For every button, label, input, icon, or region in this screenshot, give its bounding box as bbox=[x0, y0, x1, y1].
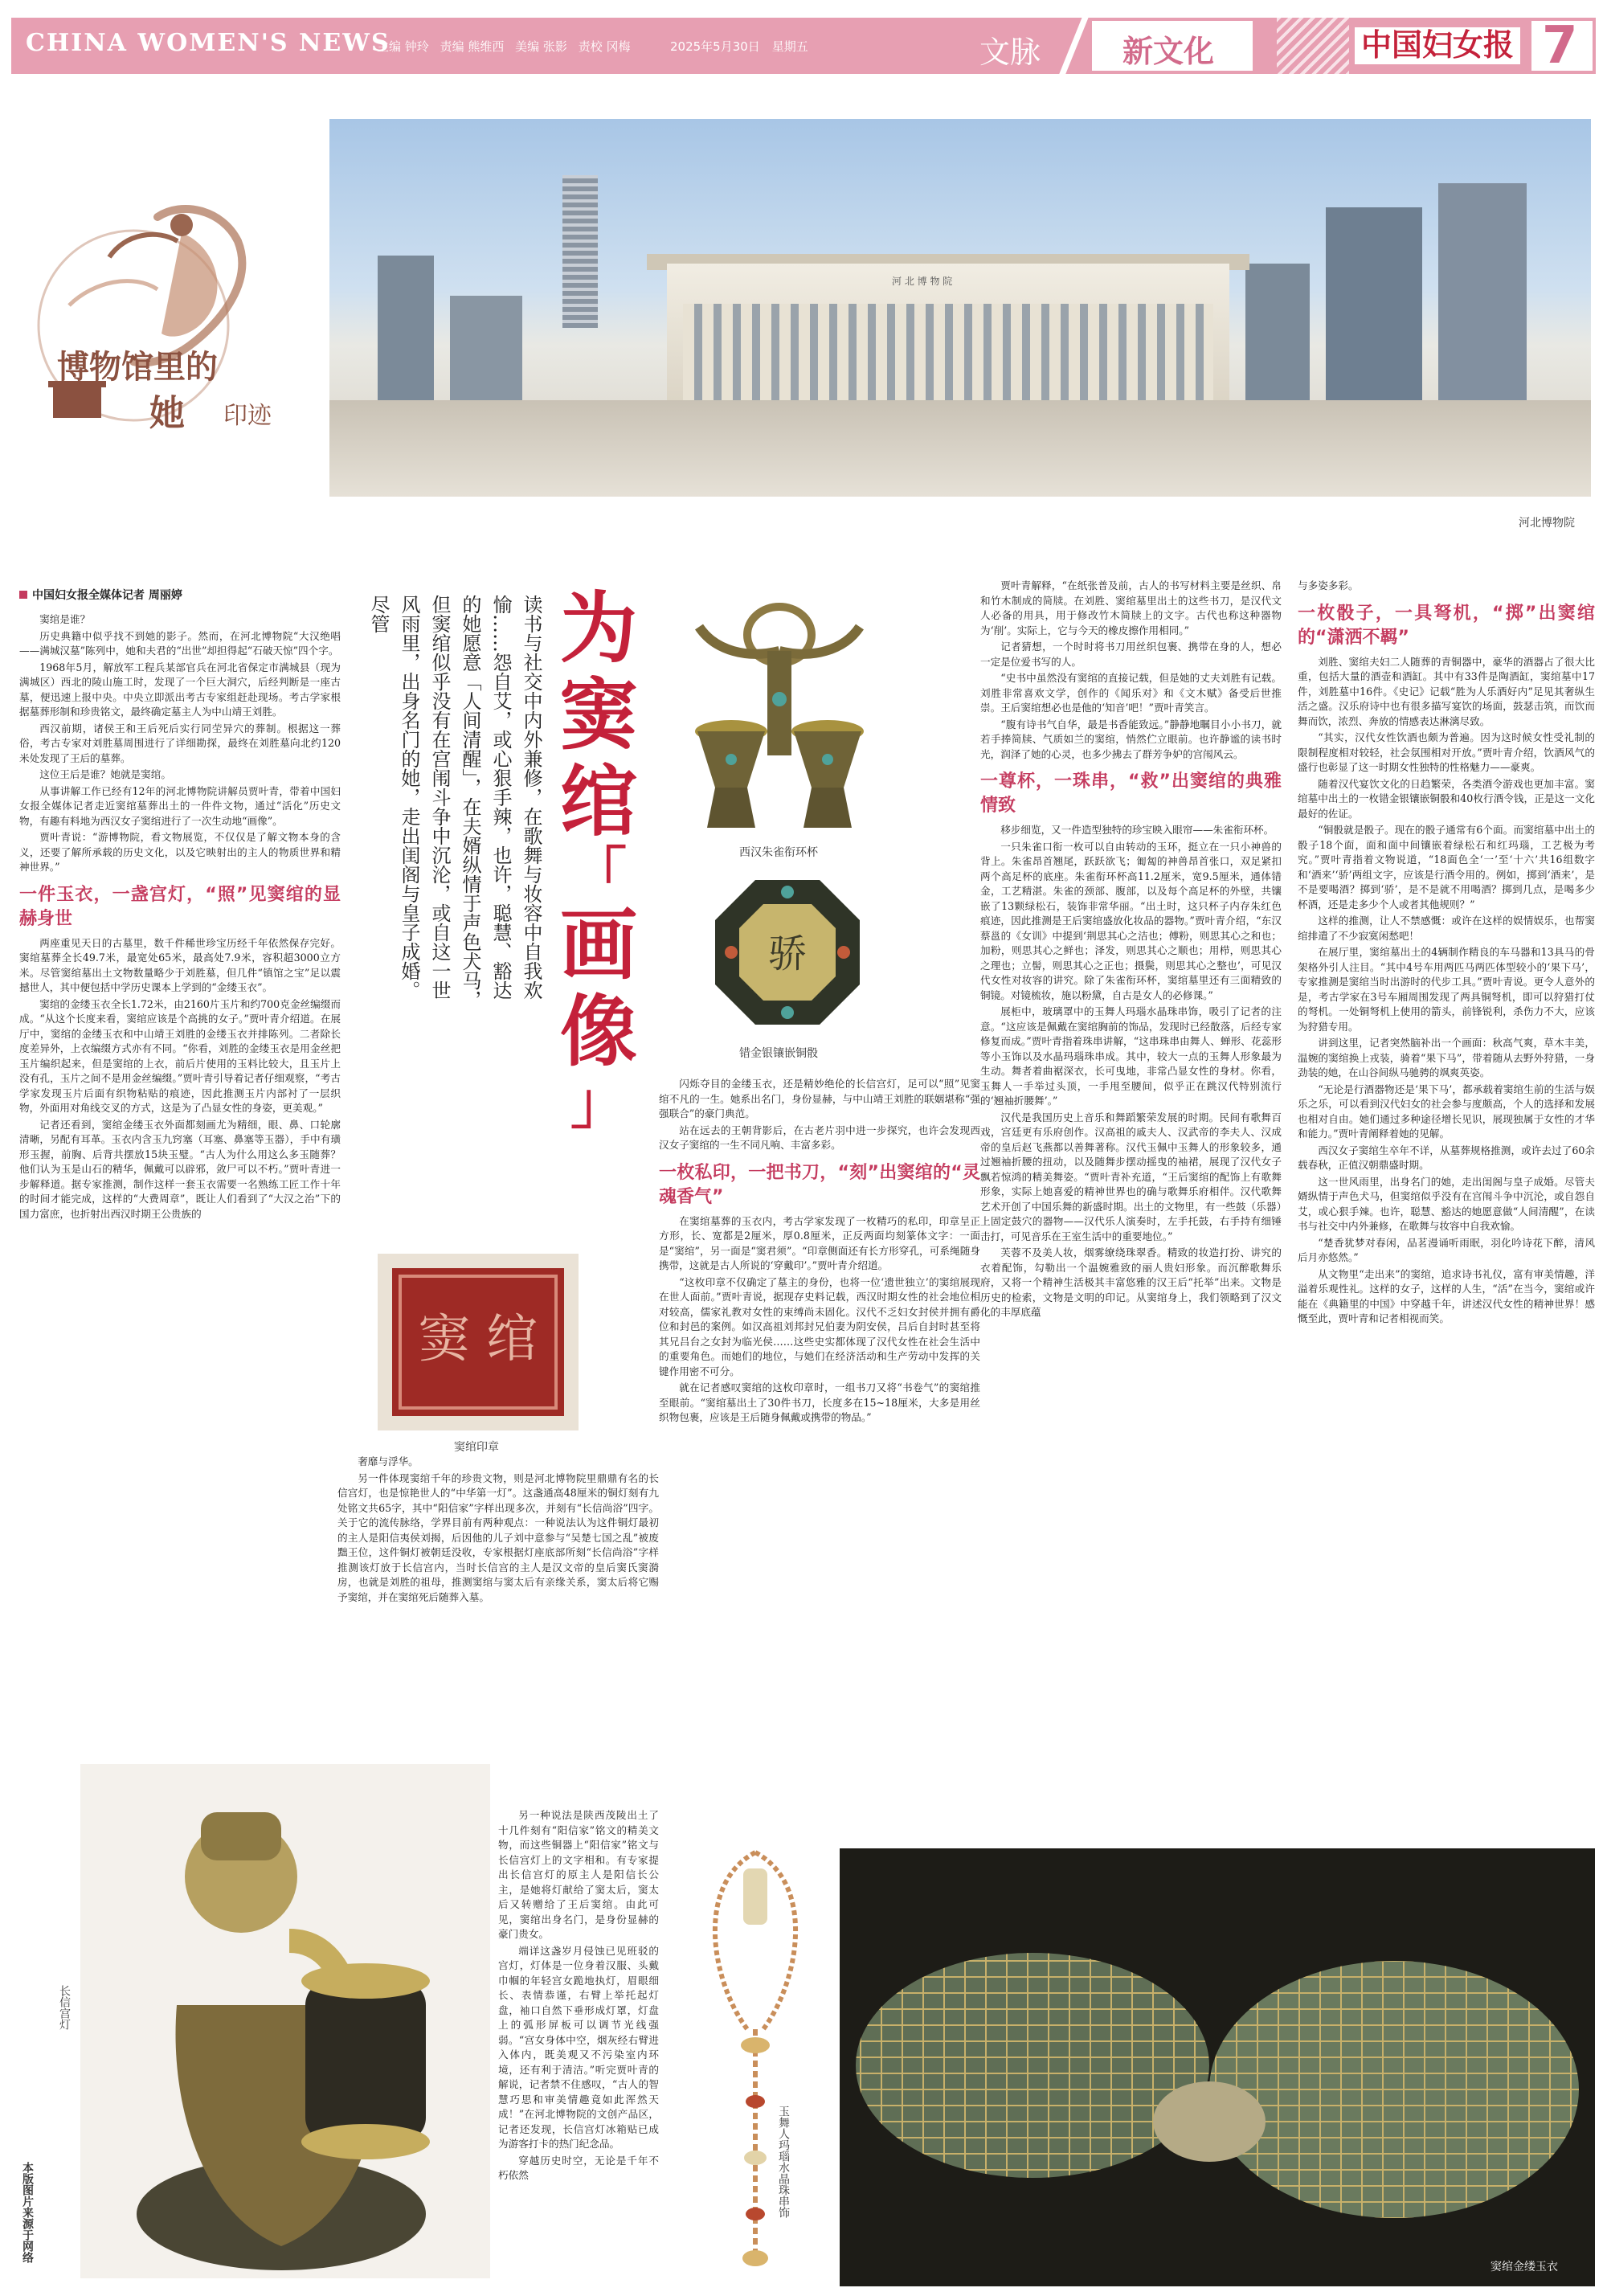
lamp-caption: 长信宫灯 bbox=[58, 1985, 71, 2030]
title-char: 「 bbox=[570, 840, 627, 907]
skyline-building bbox=[1245, 264, 1310, 400]
paragraph: 一只朱雀口衔一枚可以自由转动的玉环，挺立在一只小神兽的背上。朱雀昂首翘尾，跃跃欲飞；匍匐的神兽昂首张口，双足紧扣两个高足杯的底座。朱雀衔环杯高11.2厘米，宽9.5厘米，通体错金，工艺精湛。朱雀的颈部、腹部，以及每个高足杯的外壁，共镶嵌了13颗绿松石，装饰非常华丽。“出土时，这只杯子内存朱红色痕迹，因此推测是王后窦绾盛放化妆品的器物。”贾叶青介绍，“东汉蔡邕的《女训》中提到‘荆思其心之洁也；傅粉，则思其心之和也；加粉，则思其心之鲜也；泽发，则思其心之顺也；用栉，则思其心之理也；立髻，则思其心之正也；摄鬓，则思其心之整也’，可见汉代女性对妆容的讲究。除了朱雀衔环杯，窦绾墓里还有三面精致的铜镜。对镜梳妆，施以粉黛，自古是女人的必修课。” bbox=[980, 840, 1282, 1001]
header-stripes bbox=[1277, 18, 1349, 74]
seal-photo bbox=[378, 1254, 579, 1430]
paragraph: “腹有诗书气自华，最是书香能致远。”静静地瞩目小小书刀，就若手捧简牍、气质如兰的窦绾，悄然伫立眼前。也许静谧的读书时光，润泽了她的心灵，也多少拂去了群芳争妒的宫闱风云。 bbox=[980, 718, 1282, 760]
article-column-1 bbox=[19, 612, 341, 1838]
paragraph: 记者猜想，一个时时将书刀用丝织包裹、携带在身的人，想必一定是位爱书写的人。 bbox=[980, 641, 1282, 668]
paragraph: 闪烁夺目的金缕玉衣，还是精妙绝伦的长信宫灯，足可以“照”见窦绾不凡的一生。她系出名门，身份显赫，与中山靖王刘胜的联姻堪称“强强联合”的豪门典范。 bbox=[659, 1078, 980, 1119]
cup-caption: 西汉朱雀衔环杯 bbox=[739, 846, 818, 859]
article-column-6 bbox=[1298, 579, 1595, 1816]
necklace-caption: 玉舞人玛瑙水晶珠串饰 bbox=[777, 2106, 790, 2218]
editor-credit: 主编 钟玲 bbox=[377, 39, 429, 54]
seal-illustration bbox=[378, 1254, 579, 1430]
article-column-4 bbox=[659, 1077, 980, 1889]
paragraph: 这一世风雨里，出身名门的她，走出闺阁与皇子成婚。尽管夫婿纵情于声色犬马，但窦绾似乎没有在宫闱斗争中沉沦，或自怨自艾，或心狠手辣。也许，聪慧、豁达的她愿意做“人间清醒”，在读书与社交中内外兼修，在歌舞与妆容中自我欢愉。 bbox=[1298, 1175, 1595, 1232]
byline bbox=[19, 587, 182, 603]
lamp-photo bbox=[80, 1764, 490, 2278]
editors-line bbox=[377, 38, 637, 55]
paragraph: “铜骰就是骰子。现在的骰子通常有6个面。而窦绾墓中出土的骰子18个面，面和面中间镶嵌着绿松石和红玛瑙，工艺极为考究。”贾叶青指着文物说道，“18面色全‘一’至‘十六’共16组数字和‘酒来’‘骄’两组文字，应该是行酒令用的。例如，掷到‘酒来’，是不是要喝酒？掷到‘骄’，是不是就不用喝酒？掷到几点，是喝多少杯酒，还是走多少个人或者其他规则？” bbox=[1298, 824, 1595, 911]
column-logo bbox=[21, 185, 310, 450]
paragraph: 窦绾的金缕玉衣全长1.72米，由2160片玉片和约700克金丝编缀而成。“从这个长度来看，窦绾应该是个高挑的女子。”贾叶青介绍道。在展厅中，窦绾的金缕玉衣和中山靖王刘胜的金缕玉衣并排陈列。二者除长度差异外，上衣编缀方式亦有不同。“你看，刘胜的金缕玉衣是用金丝把玉片编织起来，但是窦绾的上衣，前后片使用的玉料比较大，且玉片上没有孔，玉片之间不是用金丝编缀。”贾叶青引导着记者仔细观察，“考古学家发现玉片后面有织物粘贴的痕迹，因此推测玉片内部衬了一层织物，外面用对角线交叉的方式，这是为了凸显女性的身姿，更美观。” bbox=[19, 997, 341, 1114]
title-char: 窦 bbox=[560, 669, 637, 760]
paragraph: 随着汉代宴饮文化的日趋繁荣，各类酒令游戏也更加丰富。窦绾墓中出土的一枚错金银镶嵌铜骰和40枚行酒令钱，正是这一文化最好的佐证。 bbox=[1298, 777, 1595, 820]
jade-suit-illustration bbox=[840, 1848, 1595, 2286]
paragraph: “史书中虽然没有窦绾的直接记载，但是她的丈夫刘胜有记载。刘胜非常喜欢文学，创作的《闻乐对》和《文木赋》备受后世推崇。王后窦绾想必也是他的‘知音’吧！”贾叶青笑言。 bbox=[980, 672, 1282, 714]
museum-colonnade bbox=[683, 304, 1213, 400]
paragraph: 窦绾是谁？ bbox=[39, 613, 91, 625]
article-column-3-top bbox=[337, 1455, 659, 1808]
paragraph: 这样的推测，让人不禁感慨：或许在这样的娱情娱乐，也帮窦绾排遣了不少寂寞闲愁吧！ bbox=[1298, 915, 1595, 942]
article-column-5 bbox=[980, 579, 1282, 1864]
museum-photo-caption: 河北博物院 bbox=[1519, 517, 1575, 530]
paragraph: 站在远去的王朝背影后，在古老片羽中进一步探究，也许会发现西汉女子窦绾的一生不同凡响、丰富多彩。 bbox=[659, 1123, 980, 1151]
issue-date: 2025年5月30日 星期五 bbox=[670, 39, 808, 54]
paragraph: 刘胜、窦绾夫妇二人随葬的青铜器中，豪华的酒器占了很大比重，包括大量的酒壶和酒缸。其中有33件是陶酒缸，窦绾墓中17件，刘胜墓中16件。《史记》记载“胜为人乐酒好内”足见其奢纵生活之盛。汉乐府诗中也有很多描写宴饮的场面，鼓瑟击筑，而饮而舞而饮，浓烈、奔放的情感表达淋漓尽致。 bbox=[1298, 655, 1595, 727]
paragraph: 在展厅里，窦绾墓出土的4辆制作精良的车马器和13具马的骨架格外引人注目。“其中4号车用两匹马两匹体型较小的‘果下马’，专家推测是窦绾当时出游时的代步工具。”贾叶青说。更令人意外的是，考古学家在3号车厢周围发现了两具铜弩机，即可以狩猎打仗的弩机。一处铜弩机上使用的箭头，前锋锐利，杀伤力不大，应该为狩猎专用。 bbox=[1298, 946, 1595, 1033]
paragraph: 讲到这里，记者突然脑补出一个画面：秋高气爽，草木丰美，温婉的窦绾换上戎装，骑着“果下马”，带着随从去野外狩猎，一身劲装的她，在山谷间纵马驰骋的飒爽英姿。 bbox=[1298, 1037, 1595, 1078]
die-illustration bbox=[707, 872, 868, 1033]
paragraph: 汉代是我国历史上音乐和舞蹈繁荣发展的时期。民间有歌舞百戏，宫廷更有乐府创作。汉高祖的戚夫人、汉武帝的李夫人、汉成帝的皇后赵飞燕都以善舞著称。汉代玉佩中玉舞人的形象较多，通过翘袖折腰的扭动，以及随舞步摆动摇曳的袖裙，展现了汉代女子飘若惊鸿的精美舞姿。“贾叶青补充道，“王后窦绾的配饰上有歌舞形象，实际上她喜爱的精神世界也的确与歌舞乐府相伴。汉代歌舞艺术开创了中国乐舞的新盛时期。出土的文物里，有一些鼓（乐器）上固定鼓穴的器物——汉代乐人演奏时，左手托鼓，右手持有细锤击打，可见音乐在王室生活中的重要地位。” bbox=[980, 1111, 1282, 1242]
paragraph: 记者还看到，窦绾金缕玉衣外面都刻画尤为精细，眼、鼻、口轮廓清晰，另配有耳革。玉衣内含玉九窍塞（耳塞、鼻塞等玉器），手中有璜形玉握，前胸、后背共摆放15块玉璧。“古人为什么用这么多玉随葬？他们认为玉是山石的精华，佩戴可以辟邪，敛尸可以不朽。”贾叶青进一步解释道。据专家推测，制作这样一套玉衣需要一名熟练工匠工作十年的时间才能完成，这样的“大费周章”，既让人们看到了“大汉之治”下的国力富庶，也折射出西汉时期王公贵族的 bbox=[19, 1118, 341, 1220]
section-label-new-culture: 新文化 bbox=[1122, 33, 1215, 69]
die-caption: 错金银镶嵌铜骰 bbox=[739, 1047, 818, 1060]
skyline-building bbox=[378, 256, 434, 400]
tv-tower bbox=[562, 175, 598, 328]
cup-photo bbox=[667, 595, 892, 836]
skyline-building bbox=[450, 296, 522, 400]
vertical-intro: 读书与社交中内外兼修，在歌舞与妆容中自我欢愉……怨自艾，或心狠手辣，也许，聪慧、豁达的她愿意「人间清醒」，在夫婿纵情于声色犬马，但窦绾似乎没有在宫闱斗争中沉沦，或自这一世风雨里，出身名门的她，走出闺阁与皇子成婚。尽管 bbox=[367, 595, 542, 1009]
paragraph: 历史典籍中似乎找不到她的影子。然而，在河北博物院“大汉绝唱——满城汉墓”陈列中，她和夫君的“出世”却担得起“石破天惊”四个字。 bbox=[19, 629, 341, 657]
paragraph: 移步细览，又一件造型独特的珍宝映入眼帘——朱雀衔环杯。 bbox=[1000, 824, 1274, 836]
publication-name: CHINA WOMEN'S NEWS bbox=[26, 29, 391, 57]
editor-credit: 责编 熊维西 bbox=[440, 39, 505, 54]
paragraph: 1968年5月，解放军工程兵某部官兵在河北省保定市满城县（现为满城区）西北的陵山施工时，发现了一个巨大洞穴，后经判断是一座古墓，便迅速上报中央。中央立即派出考古专家组赶赴现场。考古学家根据墓葬形制和珍贵铭文，最终确定墓主人为中山靖王刘胜。 bbox=[19, 661, 341, 718]
article-title bbox=[550, 583, 647, 1136]
page-number: 7 bbox=[1542, 16, 1578, 76]
paragraph: 贾叶青说：“游博物院，看文物展览，不仅仅是了解文物本身的含义，还要了解所承载的历史文化，以及它映射出的主人的物质世界和精神世界。” bbox=[19, 831, 341, 873]
paragraph: 端详这盏岁月侵蚀已见班驳的宫灯，灯体是一位身着汉服、头戴巾帼的年轻宫女跪地执灯，眉眼细长、表情恭谨，右臂上举托起灯盘，袖口自然下垂形成灯罩，灯盘上的弧形屏板可以调节光线强弱。“宫女身体中空，烟灰经右臂进入体内，既美观又不污染室内环境，还有利于清洁。”听完贾叶青的解说，记者禁不住感叹，“古人的智慧巧思和审美情趣竟如此浑然天成！”在河北博物院的文创产品区，记者还发现，长信宫灯冰箱贴已成为游客打卡的热门纪念品。 bbox=[498, 1944, 659, 2150]
paragraph: 从文物里“走出来”的窦绾，追求诗书礼仪，富有审美情趣，洋溢着乐观性礼。这样的女子，这样的人生，“活”在当今，窦绾或许能在《典籍里的中国》中穿越千年，讲述汉代女性的精神世界！感慨至此，贾叶青和记者相视而笑。 bbox=[1298, 1267, 1595, 1324]
title-char: 为 bbox=[560, 583, 637, 673]
subhead-jade-lamp: 一件玉衣，一盏宫灯，“照”见窦绾的显赫身世 bbox=[19, 884, 341, 929]
byline-text: 中国妇女报全媒体记者 周丽婷 bbox=[32, 589, 182, 602]
die-glyph: 骄 bbox=[767, 931, 808, 976]
necklace-photo bbox=[679, 1836, 832, 2274]
title-char: 」 bbox=[570, 1070, 627, 1136]
paragraph: 西汉前期，诸侯王和王后死后实行同茔异穴的葬制。根据这一葬俗，考古专家对刘胜墓周围进行了详细勘探，最终在刘胜墓向北约120米处发现了王后的墓葬。 bbox=[19, 722, 341, 764]
column-logo-her: 她 bbox=[149, 393, 185, 434]
paragraph: 与多姿多彩。 bbox=[1298, 579, 1359, 591]
column-logo-trace: 印迹 bbox=[223, 402, 272, 430]
necklace-illustration bbox=[679, 1836, 832, 2274]
paragraph: 两座重见天日的古墓里，数千件稀世珍宝历经千年依然保存完好。窦绾墓葬全长49.7米，最宽处65米，最高处7.9米，容积超3000立方米。尽管窦绾墓出土文物数量略少于刘胜墓，但几件“镇馆之宝”足以震撼世人，其中便包括中学历史课本上学到的“金缕玉衣”。 bbox=[19, 936, 341, 993]
paragraph: “其实，汉代女性饮酒也颇为普遍。因为这时候女性受礼制的限制程度相对较轻，社会氛围相对开放。”贾叶青介绍，饮酒风气的盛行也彰显了这一时期女性独特的性格魅力——豪爽。 bbox=[1298, 731, 1595, 773]
museum-sign: 河 北 博 物 院 bbox=[892, 276, 953, 287]
paragraph: 奢靡与浮华。 bbox=[358, 1455, 419, 1467]
subhead-die-crossbow: 一枚骰子，一具弩机，“掷”出窦绾的“潇洒不羁” bbox=[1298, 603, 1595, 648]
paragraph: “楚香犹梦对春闲，品茗漫诵听雨眠，羽化吟诗花下醉，清风后月亦悠然。” bbox=[1298, 1236, 1595, 1263]
paragraph: 西汉女子窦绾生卒年不详，从墓葬规格推测，或许去过了60余载春秋，正值汉朝鼎盛时期。 bbox=[1298, 1144, 1595, 1171]
cup-illustration bbox=[667, 595, 892, 836]
column-logo-title: 博物馆里的 bbox=[57, 348, 218, 386]
section-label-wenmai: 文脉 bbox=[979, 35, 1041, 70]
title-char: 绾 bbox=[560, 756, 637, 847]
seal-caption: 窦绾印章 bbox=[454, 1441, 499, 1454]
paragraph: 这位王后是谁？她就是窦绾。 bbox=[39, 768, 171, 780]
museum-photo bbox=[329, 119, 1591, 497]
editor-credit: 责校 冈梅 bbox=[578, 39, 631, 54]
article-column-3-bottom bbox=[498, 1808, 659, 2274]
jade-suit-photo bbox=[840, 1848, 1595, 2286]
paragraph: “无论是行酒器物还是‘果下马’，都承载着窦绾生前的生活与娱乐之乐，可以看到汉代妇女的社会参与度颇高，个人的选择和发展也相对自由。她们通过多种途径增长见识，展现独属于女性的才华和能力。”贾叶青阐释着她的见解。 bbox=[1298, 1083, 1595, 1140]
skyline-building bbox=[1326, 207, 1422, 400]
paragraph: “这枚印章不仅确定了墓主的身份，也将一位‘遗世独立’的窦绾展现在世人面前。”贾叶青说，据现存史料记载，西汉时期女性的社会地位相对较高，儒家礼教对女性的束缚尚未固化。汉代不乏妇女封侯并拥有爵位和封邑的案例。如汉高祖刘邦封兄伯妻为阴安侯，吕后自封时甚至将其兄吕台之女封为临光侯……这些史实都体现了汉代女性在社会生活中的重要角色。而她们的地位，与她们在经济活动和生产劳动中发挥的关键作用密不可分。 bbox=[659, 1275, 980, 1377]
die-photo bbox=[707, 872, 868, 1033]
paragraph: 从事讲解工作已经有12年的河北博物院讲解员贾叶青，带着中国妇女报全媒体记者走近窦绾墓葬出土的一件件文物，通过“活化”历史文物，有趣有料地为西汉女子窦绾进行了一次生动地“画像”。 bbox=[19, 784, 341, 827]
paragraph: 贾叶青解释，“在纸张普及前，古人的书写材料主要是丝织、帛和竹木制成的简牍。在刘胜、窦绾墓里出土的这些书刀，是汉代文人必备的用具，用于修改竹木简牍上的文字。古代也称这种器物为‘削’。实际上，它与今天的橡皮擦作用相同。” bbox=[980, 579, 1282, 636]
newspaper-logo: 中国妇女报 bbox=[1355, 27, 1520, 64]
byline-marker bbox=[19, 591, 27, 599]
subhead-cup-beads: 一尊杯，一珠串，“救”出窦绾的典雅情致 bbox=[980, 771, 1282, 816]
title-char: 画 bbox=[560, 899, 637, 990]
skyline-building bbox=[1438, 183, 1527, 400]
paragraph: 在窦绾墓葬的玉衣内，考古学家发现了一枚精巧的私印，印章呈正方形，长、宽都是2厘米，厚0.8厘米，正反两面均刻篆体文字：一面是“窦绾”，另一面是“窦君须”。“印章侧面还有长方形穿孔，可系绳随身携带，这就是古人所说的‘穿戴印’。”贾叶青介绍道。 bbox=[659, 1214, 980, 1271]
editor-credit: 美编 张影 bbox=[515, 39, 567, 54]
paragraph: 另一种说法是陕西茂陵出土了十几件刻有“阳信家”铭文的精美文物，而这些铜器上“阳信家”铭文与长信宫灯上的文字相和。有专家提出长信宫灯的原主人是阳信长公主，是她将灯献给了窦太后，窦太后又转赠给了王后窦绾。由此可见，窦绾出身名门，是身份显赫的豪门贵女。 bbox=[498, 1809, 659, 1940]
seal-glyphs: 窦 绾 bbox=[418, 1310, 538, 1369]
title-char: 像 bbox=[560, 986, 637, 1077]
paragraph: 另一件体现窦绾千年的珍贵文物，则是河北博物院里鼎鼎有名的长信宫灯，也是惊艳世人的“中华第一灯”。这盏通高48厘米的铜灯刻有九处铭文共65字，其中“阳信家”字样出现多次，并刻有“长信尚浴”四字。关于它的流传脉络，学界目前有两种观点：一种说法认为这件铜灯最初的主人是阳信夷侯刘揭，后因他的儿子刘中意参与“吴楚七国之乱”被废黜王位，这件铜灯被朝廷没收，专家根据灯座底部所刻“长信尚浴”字样推测该灯放于长信宫内，当时长信宫的主人是汉文帝的皇后窦氏窦漪房，也就是刘胜的祖母，推测窦绾与窦太后有亲缘关系，窦太后将它赐予窦绾，并在窦绾死后随葬入墓。 bbox=[337, 1471, 659, 1603]
subhead-seal-knife: 一枚私印，一把书刀，“刻”出窦绾的“灵魂香气” bbox=[659, 1162, 980, 1207]
museum-plaza bbox=[329, 400, 1591, 497]
image-credit: 本版图片来源于网络 bbox=[21, 2162, 34, 2263]
paragraph: 展柜中，玻璃罩中的玉舞人玛瑙水晶珠串饰，吸引了记者的注意。“这应该是佩戴在窦绾胸前的饰品，发现时已经散落，后经专家修复而成。”贾叶青指着珠串讲解，“这串珠串由舞人、蝉形、花蕊形等小玉饰以及水晶玛瑙珠串成。其中，较大一点的玉舞人形象最为生动。舞者着曲裾深衣，长可曳地，非常凸显女性的身材。你看，玉舞人一手举过头顶，一手甩至腰间，似乎正在跳汉代特别流行的‘翘袖折腰舞’。” bbox=[980, 1005, 1282, 1107]
lamp-illustration bbox=[80, 1764, 490, 2278]
paragraph: 穿越历史时空，无论是千年不朽依然 bbox=[498, 2154, 659, 2181]
paragraph: 就在记者感叹窦绾的这枚印章时，一组书刀又将“书卷气”的窦绾推至眼前。“窦绾墓出土了30件书刀，长度多在15~18厘米，大多是用丝织物包裹，应该是王后随身佩戴或携带的物品。” bbox=[659, 1381, 980, 1423]
paragraph: 芙蓉不及美人妆，烟雾缭绕珠翠香。精致的妆造打扮、讲究的衣着配饰，勾勒出一个温婉雅致的丽人贵妇形象。而沉醉歌舞乐府，又将一个精神生活极其丰富悠雅的汉王后“托举”出来。文物是历史的检索，文物是文明的印记。从窦绾身上，我们领略到了汉文化的丰厚底蕴 bbox=[980, 1246, 1282, 1318]
page-header bbox=[11, 18, 1596, 74]
jade-suit-caption: 窦绾金缕玉衣 bbox=[1490, 2261, 1558, 2273]
header-divider bbox=[1057, 14, 1090, 79]
